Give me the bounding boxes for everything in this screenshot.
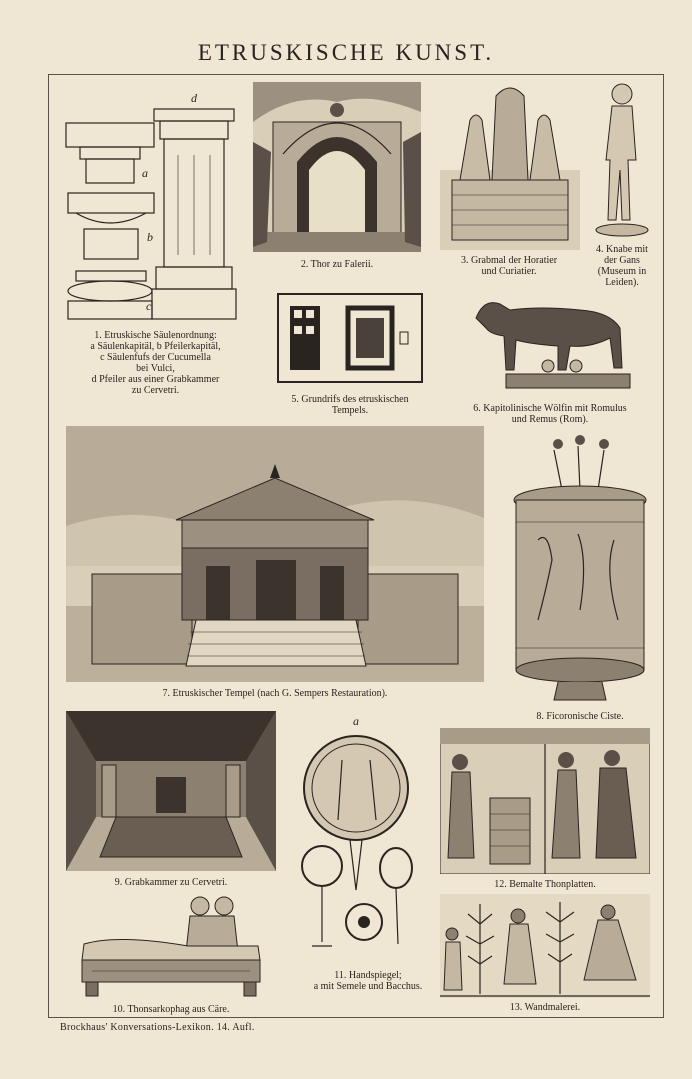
figure-7-temple [66,426,484,682]
figure-4-boy [592,80,652,240]
label-a: a [142,166,148,180]
caption-5: 5. Grundrifs des etruskischen Tempels. [291,394,409,416]
figure-6-she-wolf [470,288,634,392]
caption-3: 3. Grabmal der Horatier und Curiatier. [460,255,558,277]
label-b: b [147,230,153,244]
figure-8-cista [508,430,652,706]
caption-7: 7. Etruskischer Tempel (nach G. Sempers Restauration). [162,688,388,699]
figure-3-tomb [440,80,580,250]
caption-4: 4. Knabe mit der Gans (Museum in Leiden). [596,244,648,288]
figure-1-columns [62,105,242,325]
caption-6: 6. Kapitolinische Wölfin mit Romulus und Remus (Rom). [473,403,627,425]
caption-10: 10. Thonsarkophag aus Cäre. [112,1004,230,1015]
figure-10-sarcophagus [78,894,264,998]
label-c: c [146,299,152,313]
page-title: ETRUSKISCHE KUNST. [197,40,495,65]
label-d: d [191,91,197,105]
caption-8: 8. Ficoronische Ciste. [536,711,624,722]
label-mirror-a: a [353,714,359,728]
figure-2-gate [253,82,421,252]
figure-9-tomb-chamber [66,711,276,871]
caption-11: 11. Handspiegel; a mit Semele und Bacchus. [313,970,423,992]
caption-2: 2. Thor zu Falerii. [300,259,374,270]
figure-12-painted-panels [440,728,650,874]
caption-9: 9. Grabkammer zu Cervetri. [114,877,228,888]
footer-source: Brockhaus' Konversations-Lexikon. 14. Aufl. [60,1022,255,1033]
caption-12: 12. Bemalte Thonplatten. [494,879,596,890]
figure-13-wall-painting [440,894,650,998]
caption-13: 13. Wandmalerei. [509,1002,581,1013]
figure-5-floor-plan [276,292,424,384]
caption-1: 1. Etruskische Säulenordnung: a Säulenkapitäl, b Pfeilerkapitäl, c Säulenfufs der Cucumella bei Vulci, d Pfeiler aus einer Grabkammer zu Cervetri. [90,330,221,396]
figure-11-mirrors [298,730,424,960]
